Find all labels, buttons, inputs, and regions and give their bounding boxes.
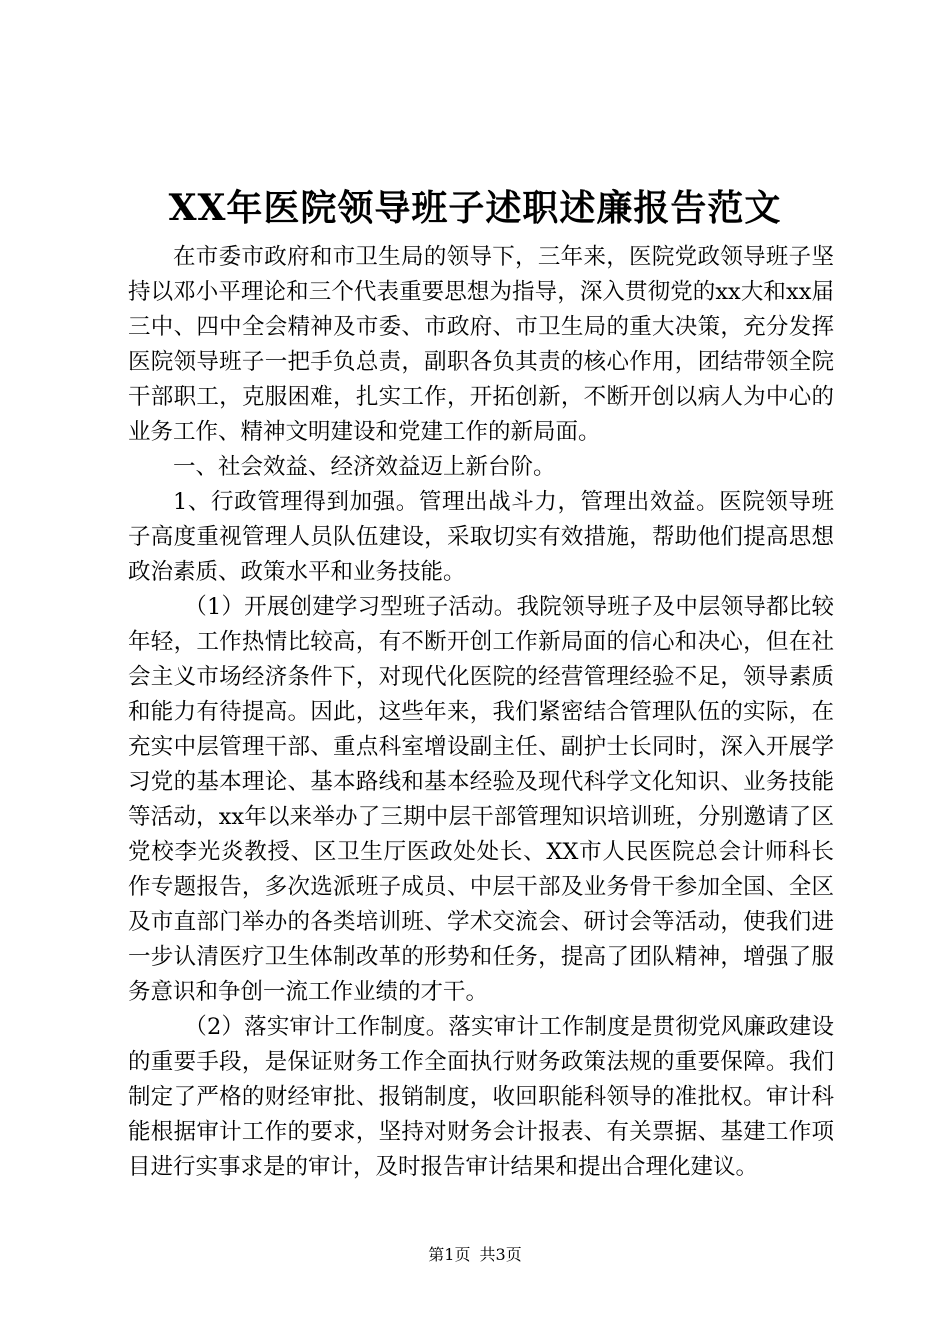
subsection-paragraph: 1、行政管理得到加强。管理出战斗力，管理出效益。医院领导班子高度重视管理人员队伍建设，采取切实有效措施，帮助他们提高思想政治素质、政策水平和业务技能。: [128, 489, 834, 585]
page-footer: [0, 1244, 950, 1266]
intro-paragraph: 在市委市政府和市卫生局的领导下，三年来，医院党政领导班子坚持以邓小平理论和三个代表重要思想为指导，深入贯彻党的xx大和xx届三中、四中全会精神及市委、市政府、市卫生局的重大决策，充分发挥医院领导班子一把手负总责，副职各负其责的核心作用，团结带领全院干部职工，克服困难，扎实工作，开拓创新，不断开创以病人为中心的业务工作、精神文明建设和党建工作的新局面。: [128, 244, 834, 445]
item-paragraph-1: （1）开展创建学习型班子活动。我院领导班子及中层领导都比较年轻，工作热情比较高，有不断开创工作新局面的信心和决心，但在社会主义市场经济条件下，对现代化医院的经营管理经验不足，领导素质和能力有待提高。因此，这些年来，我们紧密结合管理队伍的实际，在充实中层管理干部、重点科室增设副主任、副护士长同时，深入开展学习党的基本理论、基本路线和基本经验及现代科学文化知识、业务技能等活动，xx年以来举办了三期中层干部管理知识培训班，分别邀请了区党校李光炎教授、区卫生厅医政处处长、XX市人民医院总会计师科长作专题报告，多次选派班子成员、中层干部及业务骨干参加全国、全区及市直部门举办的各类培训班、学术交流会、研讨会等活动，使我们进一步认清医疗卫生体制改革的形势和任务，提高了团队精神，增强了服务意识和争创一流工作业绩的才干。: [128, 594, 834, 1005]
document-body: [128, 240, 834, 1185]
item-paragraph-2: （2）落实审计工作制度。落实审计工作制度是贯彻党风廉政建设的重要手段，是保证财务工作全面执行财务政策法规的重要保障。我们制定了严格的财经审批、报销制度，收回职能科领导的准批权。审计科能根据审计工作的要求，坚持对财务会计报表、有关票据、基建工作项目进行实事求是的审计，及时报告审计结果和提出合理化建议。: [128, 1014, 834, 1180]
page-number: 第1页: [428, 1245, 471, 1264]
document-title: XX年医院领导班子述职述廉报告范文: [168, 187, 782, 229]
page-total: 共3页: [479, 1245, 522, 1264]
section-heading: 一、社会效益、经济效益迈上新台阶。: [173, 454, 556, 480]
